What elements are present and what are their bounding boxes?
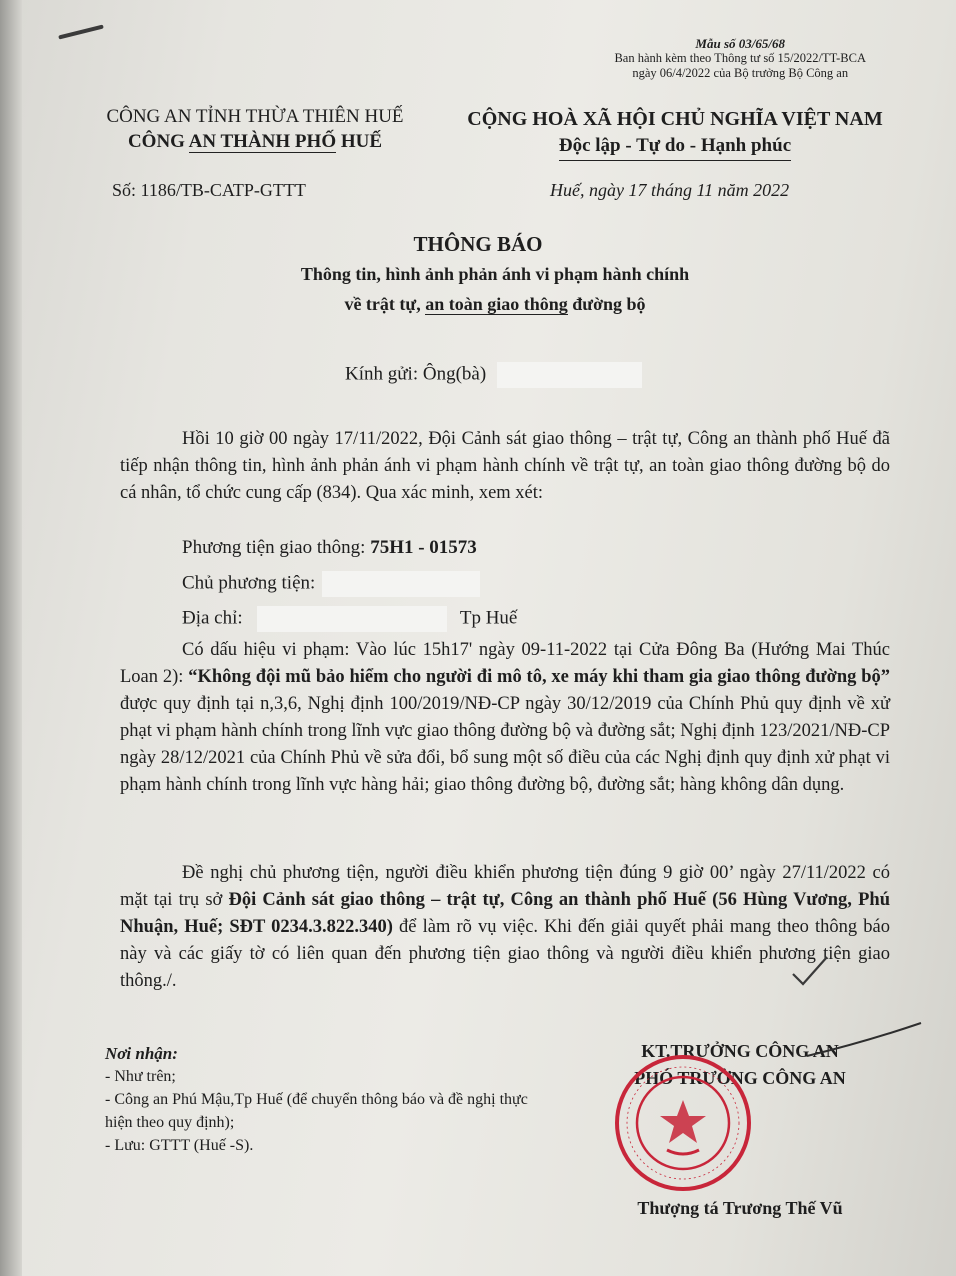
- intro-paragraph: Hồi 10 giờ 00 ngày 17/11/2022, Đội Cảnh sát giao thông – trật tự, Công an thành phố Huế đã tiếp nhận thông tin, hình ảnh phản ánh vi phạm hành chính về trật tự, an toàn giao thông đường bộ do cá nhân, tổ chức cung cấp (834). Qua xác minh, xem xét:: [120, 429, 890, 503]
- recipient-item: - Công an Phú Mậu,Tp Huế (để chuyển thông báo và đề nghị thực hiện theo quy định);: [105, 1091, 528, 1131]
- form-ref-line2: ngày 06/4/2022 của Bộ trưởng Bộ Công an: [632, 66, 849, 80]
- violation-paragraph: Có dấu hiệu vi phạm: Vào lúc 15h17' ngày 09-11-2022 tại Cửa Đông Ba (Hướng Mai Thúc Loan 2): “Không đội mũ bảo hiểm cho người đi mô tô, xe máy khi tham gia giao thông đường bộ” được quy định tại n,3,6, Nghị định 100/2019/NĐ-CP ngày 30/12/2019 của Chính Phủ quy định về xử phạt vi phạm hành chính trong lĩnh vực giao thông đường bộ và đường sắt; Nghị định 123/2021/NĐ-CP ngày 28/12/2021 của Chính Phủ về sửa đổi, bổ sung một số điều của các Nghị định quy định xử phạt vi phạm hành chính trong lĩnh vực hàng hải; giao thông đường bộ, đường sắt; hàng không dân dụng.: [120, 640, 891, 795]
- form-ref-line1: Ban hành kèm theo Thông tư số 15/2022/TT-BCA: [614, 51, 866, 65]
- place-date: Huế, ngày 17 tháng 11 năm 2022: [550, 180, 790, 200]
- form-reference: [614, 36, 866, 81]
- request-paragraph: Đề nghị chủ phương tiện, người điều khiển phương tiện đúng 9 giờ 00’ ngày 27/11/2022 có mặt tại trụ sở Đội Cảnh sát giao thông – trật tự, Công an thành phố Huế (56 Hùng Vương, Phú Nhuận, Huế; SĐT 0234.3.822.340) để làm rõ vụ việc. Khi đến giải quyết phải mang theo thông báo này và các giấy tờ có liên quan đến phương tiện giao thông và người điều khiển phương tiện giao thông./.: [120, 863, 891, 991]
- form-code: Mẫu số 03/65/68: [695, 36, 785, 51]
- recipients-heading: Nơi nhận:: [105, 1044, 178, 1063]
- address-line: [182, 606, 517, 632]
- national-header: [445, 106, 905, 161]
- agency-parent: CÔNG AN TỈNH THỪA THIÊN HUẾ: [106, 106, 404, 127]
- official-seal-icon: [612, 1052, 754, 1194]
- signature-stroke: [805, 1020, 925, 1060]
- recipients-block: [105, 1042, 555, 1157]
- owner-line: [182, 571, 480, 597]
- address-label: Địa chỉ:: [182, 607, 243, 629]
- agency-header: [60, 104, 450, 154]
- pen-mark: [58, 24, 104, 39]
- signature-title-1: KT.TRƯỞNG CÔNG AN: [641, 1041, 839, 1061]
- national-name: CỘNG HOÀ XÃ HỘI CHỦ NGHĨA VIỆT NAM: [467, 108, 883, 130]
- recipient-label: Kính gửi: Ông(bà): [345, 363, 487, 385]
- signer-name: Thượng tá Trương Thế Vũ: [637, 1198, 843, 1218]
- document-subtitle-1: Thông tin, hình ảnh phản ánh vi phạm hành chính: [300, 264, 690, 284]
- redacted-block: [322, 571, 480, 597]
- signature-title-2: PHÓ TRƯỞNG CÔNG AN: [634, 1068, 846, 1088]
- vehicle-line: Phương tiện giao thông: 75H1 - 01573: [182, 537, 477, 558]
- recipient-line: [345, 362, 642, 388]
- address-city: Tp Huế: [459, 607, 518, 629]
- redacted-block: [257, 606, 447, 632]
- page-shadow: [0, 0, 22, 1276]
- license-plate: 75H1 - 01573: [370, 537, 477, 558]
- national-motto: Độc lập - Tự do - Hạnh phúc: [559, 133, 791, 161]
- recipient-item: - Như trên;: [105, 1068, 176, 1085]
- recipient-item: - Lưu: GTTT (Huế -S).: [105, 1137, 254, 1154]
- document-title: THÔNG BÁO: [413, 232, 543, 256]
- owner-label: Chủ phương tiện:: [182, 572, 316, 594]
- redacted-block: [497, 362, 642, 388]
- document-number: Số: 1186/TB-CATP-GTTT: [112, 180, 306, 200]
- document-subtitle-2: về trật tự, an toàn giao thông đường bộ: [344, 294, 646, 314]
- checkmark-icon: [790, 954, 830, 988]
- agency-unit: CÔNG AN THÀNH PHỐ HUẾ: [127, 131, 383, 152]
